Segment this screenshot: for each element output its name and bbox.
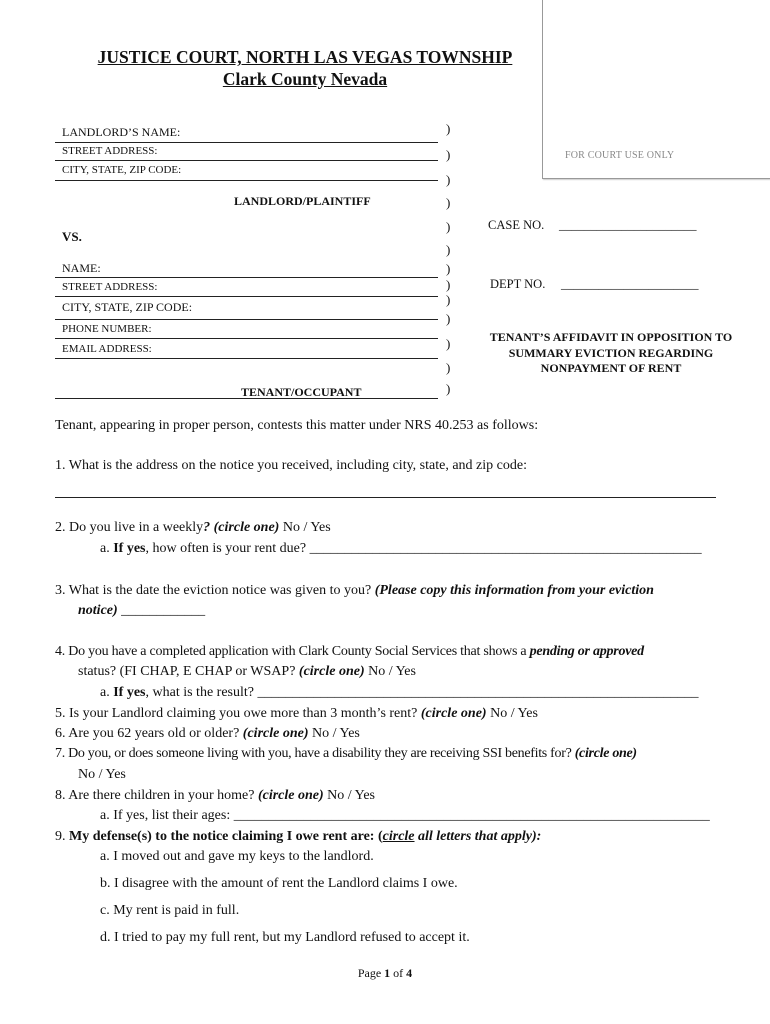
paren: ) (446, 360, 451, 375)
case-no-field[interactable]: ______________________ (559, 218, 697, 232)
paren: ) (446, 292, 451, 307)
paren: ) (446, 195, 451, 210)
tenant-phone-field[interactable] (55, 338, 438, 339)
question-2: 2. Do you live in a weekly? (circle one) No / Yes (55, 520, 331, 535)
question-7: 7. Do you, or does someone living with you, have a disability they are receiving SSI benefits for? (circle one) (55, 746, 637, 761)
landlord-city-label: CITY, STATE, ZIP CODE: (62, 164, 182, 176)
tenant-occupant-label: TENANT/OCCUPANT (241, 385, 362, 399)
paren: ) (446, 261, 451, 276)
tenant-city-label: CITY, STATE, ZIP CODE: (62, 300, 193, 314)
paren: ) (446, 219, 451, 234)
question-9: 9. My defense(s) to the notice claiming I owe rent are: (circle all letters that apply): (55, 829, 542, 844)
tenant-name-field[interactable] (55, 277, 438, 278)
tenant-name-label: NAME: (62, 261, 101, 275)
landlord-street-label: STREET ADDRESS: (62, 145, 158, 157)
question-3-cont: notice) ____________ (78, 603, 206, 618)
landlord-plaintiff-label: LANDLORD/PLAINTIFF (234, 194, 371, 208)
question-4-cont: status? (FI CHAP, E CHAP or WSAP? (circle one) No / Yes (78, 664, 416, 679)
landlord-street-field[interactable] (55, 160, 438, 161)
question-8: 8. Are there children in your home? (circle one) No / Yes (55, 788, 375, 803)
q1-answer-line[interactable] (55, 497, 716, 498)
tenant-phone-label: PHONE NUMBER: (62, 323, 152, 335)
defense-c: c. My rent is paid in full. (100, 903, 240, 918)
tenant-email-field[interactable] (55, 358, 438, 359)
paren: ) (446, 277, 451, 292)
question-2a: a. If yes, how often is your rent due? ________________________________________________________ (100, 541, 702, 556)
tenant-street-field[interactable] (55, 296, 438, 297)
defense-a: a. I moved out and gave my keys to the landlord. (100, 849, 374, 864)
paren: ) (446, 147, 451, 162)
paren: ) (446, 381, 451, 396)
intro-statement: Tenant, appearing in proper person, contests this matter under NRS 40.253 as follows: (55, 418, 539, 433)
defense-b: b. I disagree with the amount of rent the Landlord claims I owe. (100, 876, 458, 891)
question-8a: a. If yes, list their ages: ____________________________________________________________________ (100, 808, 710, 823)
landlord-name-field[interactable] (55, 142, 438, 143)
question-7-cont: No / Yes (78, 767, 126, 782)
landlord-city-field[interactable] (55, 180, 438, 181)
court-use-only-label: FOR COURT USE ONLY (565, 150, 675, 161)
tenant-street-label: STREET ADDRESS: (62, 281, 158, 293)
tenant-city-field[interactable] (55, 319, 438, 320)
page-number: Page 1 of 4 (357, 966, 413, 980)
question-4a: a. If yes, what is the result? _______________________________________________________________ (100, 685, 699, 700)
question-1: 1. What is the address on the notice you received, including city, state, and zip code: (55, 458, 527, 473)
dept-no-field[interactable]: ______________________ (561, 277, 699, 291)
question-5: 5. Is your Landlord claiming you owe more than 3 month’s rent? (circle one) No / Yes (55, 706, 538, 721)
circle-one: (circle one) (213, 520, 280, 535)
case-no-label: CASE NO. (488, 218, 545, 232)
county-title: Clark County Nevada (222, 69, 388, 89)
court-title: JUSTICE COURT, NORTH LAS VEGAS TOWNSHIP (97, 47, 513, 67)
paren: ) (446, 172, 451, 187)
paren: ) (446, 336, 451, 351)
affidavit-title: TENANT’S AFFIDAVIT IN OPPOSITION TO SUMMARY EVICTION REGARDING NONPAYMENT OF RENT (489, 330, 733, 375)
paren: ) (446, 311, 451, 326)
question-4: 4. Do you have a completed application with Clark County Social Services that shows a pending or approved (55, 644, 644, 659)
dept-no-label: DEPT NO. (490, 277, 546, 291)
question-6: 6. Are you 62 years old or older? (circle one) No / Yes (55, 726, 360, 741)
landlord-name-label: LANDLORD’S NAME: (62, 125, 181, 139)
vs-label: VS. (62, 229, 82, 244)
paren: ) (446, 121, 451, 136)
question-3: 3. What is the date the eviction notice was given to you? (Please copy this information from your eviction (55, 583, 654, 598)
tenant-email-label: EMAIL ADDRESS: (62, 343, 152, 355)
paren: ) (446, 242, 451, 257)
defense-d: d. I tried to pay my full rent, but my Landlord refused to accept it. (100, 930, 470, 945)
